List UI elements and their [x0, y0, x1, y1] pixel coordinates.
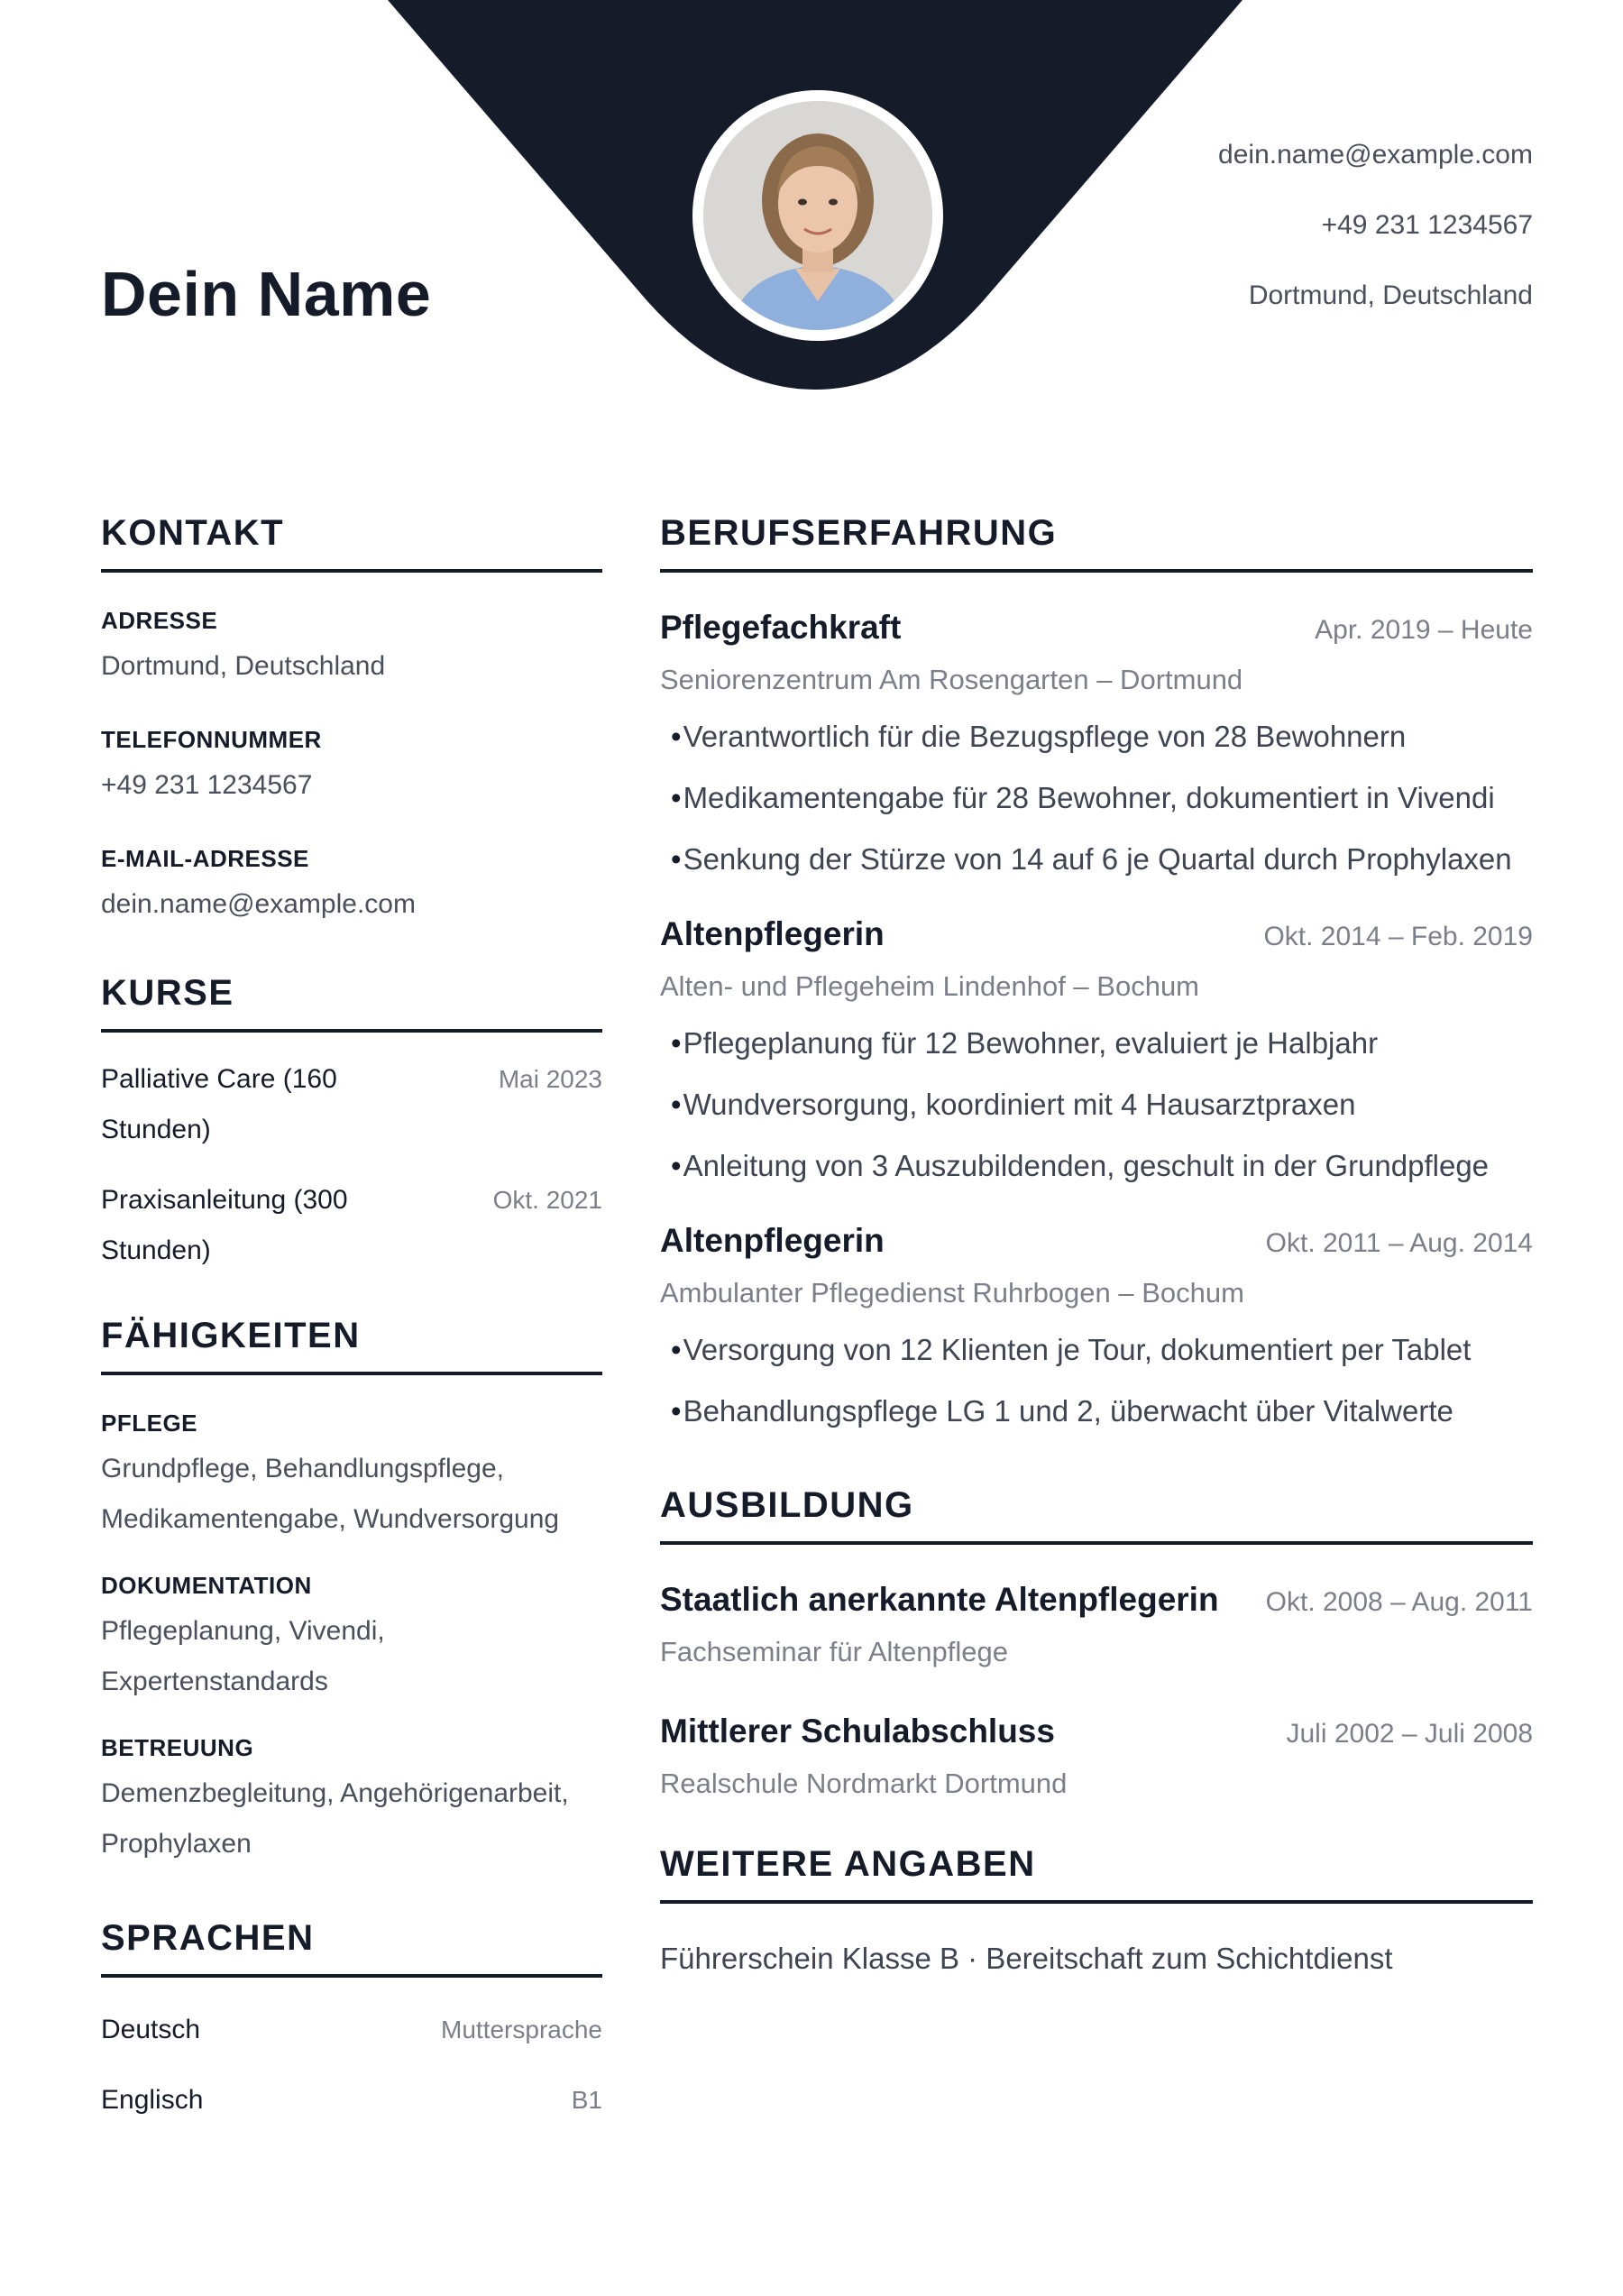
section-faehigkeiten: [101, 1312, 602, 1869]
section-title-berufserfahrung: BERUFSERFAHRUNG: [660, 510, 1533, 573]
job-header: [660, 607, 1533, 648]
language-name: Deutsch: [101, 2015, 201, 2044]
section-weitere-angaben: [660, 1841, 1533, 1979]
education-institution: Realschule Nordmarkt Dortmund: [660, 1768, 1068, 1799]
job-header: [660, 1220, 1533, 1262]
education-date: Juli 2002 – Juli 2008: [1286, 1719, 1533, 1749]
job-organization: Seniorenzentrum Am Rosengarten – Dortmund: [660, 664, 1243, 695]
section-kurse: [101, 969, 602, 1276]
left-column: [101, 510, 602, 2118]
job-date: Okt. 2011 – Aug. 2014: [1265, 1228, 1533, 1258]
education-date: Okt. 2008 – Aug. 2011: [1265, 1587, 1533, 1617]
person-name: Dein Name: [101, 259, 432, 329]
education-institution: Fachseminar für Altenpflege: [660, 1636, 1008, 1667]
job-bullets: [660, 1013, 1533, 1197]
profile-photo-frame: [692, 90, 943, 341]
course-name: Palliative Care (160 Stunden): [101, 1064, 337, 1144]
job-header: [660, 914, 1533, 955]
education-header: [660, 1579, 1533, 1621]
language-level: Muttersprache: [441, 2016, 602, 2043]
course-item: [101, 1175, 602, 1276]
job-title: Pflegefachkraft: [660, 609, 902, 646]
list-item: •Medikamentengabe für 28 Bewohner, dokumentiert in Vivendi: [671, 781, 1495, 814]
language-level: B1: [571, 2086, 602, 2114]
job-title: Altenpflegerin: [660, 915, 885, 952]
job-bullets: [660, 1319, 1533, 1442]
section-berufserfahrung: [660, 510, 1533, 1442]
phone-value[interactable]: +49 231 1234567: [101, 770, 313, 800]
job-date: Apr. 2019 – Heute: [1315, 615, 1533, 645]
list-item: •Anleitung von 3 Auszubildenden, geschult in der Grundpflege: [671, 1149, 1490, 1182]
email-label: E-MAIL-ADRESSE: [101, 845, 309, 872]
section-title-kontakt: KONTAKT: [101, 510, 602, 573]
section-sprachen: [101, 1915, 602, 2118]
education-title: Mittlerer Schulabschluss: [660, 1713, 1055, 1750]
section-ausbildung: [660, 1482, 1533, 1803]
address-label: ADRESSE: [101, 607, 218, 634]
course-name: Praxisanleitung (300 Stunden): [101, 1185, 348, 1265]
header-phone[interactable]: +49 231 1234567: [1321, 210, 1533, 240]
language-item: [101, 2082, 602, 2118]
list-item: •Wundversorgung, koordiniert mit 4 Hausarztpraxen: [671, 1088, 1356, 1121]
list-item: •Pflegeplanung für 12 Bewohner, evaluiert je Halbjahr: [671, 1026, 1379, 1060]
language-name: Englisch: [101, 2085, 204, 2115]
right-column: [660, 510, 1533, 1979]
section-title-sprachen: SPRACHEN: [101, 1915, 602, 1978]
section-title-weitere-angaben: WEITERE ANGABEN: [660, 1841, 1533, 1904]
education-header: [660, 1711, 1533, 1752]
phone-label: TELEFONNUMMER: [101, 726, 322, 753]
list-item: •Senkung der Stürze von 14 auf 6 je Quartal durch Prophylaxen: [671, 842, 1512, 876]
job-bullets: [660, 706, 1533, 890]
skill-group-label: PFLEGE: [101, 1410, 198, 1437]
additional-info: Führerschein Klasse B · Bereitschaft zum Schichtdienst: [660, 1942, 1393, 1975]
list-item: •Versorgung von 12 Klienten je Tour, dokumentiert per Tablet: [671, 1333, 1472, 1366]
job-entry: [660, 914, 1533, 1197]
header-location: Dortmund, Deutschland: [1248, 280, 1533, 310]
job-entry: [660, 607, 1533, 890]
section-title-faehigkeiten: FÄHIGKEITEN: [101, 1312, 602, 1375]
education-entry: [660, 1711, 1533, 1803]
education-entry: [660, 1579, 1533, 1671]
header-email[interactable]: dein.name@example.com: [1218, 140, 1533, 170]
skill-group-value: Demenzbegleitung, Angehörigenarbeit, Prophylaxen: [101, 1778, 569, 1859]
header-contact: [1218, 135, 1533, 346]
section-title-kurse: KURSE: [101, 969, 602, 1033]
skill-group-label: DOKUMENTATION: [101, 1572, 312, 1599]
profile-photo: [703, 101, 932, 330]
section-kontakt: [101, 510, 602, 930]
address-value: Dortmund, Deutschland: [101, 651, 386, 681]
course-date: Mai 2023: [498, 1065, 602, 1093]
skill-group-label: BETREUUNG: [101, 1734, 254, 1761]
job-organization: Ambulanter Pflegedienst Ruhrbogen – Bochum: [660, 1277, 1244, 1309]
language-item: [101, 2012, 602, 2048]
course-date: Okt. 2021: [492, 1186, 602, 1214]
job-date: Okt. 2014 – Feb. 2019: [1263, 922, 1533, 951]
job-organization: Alten- und Pflegeheim Lindenhof – Bochum: [660, 970, 1200, 1002]
list-item: •Behandlungspflege LG 1 und 2, überwacht über Vitalwerte: [671, 1394, 1453, 1428]
email-value[interactable]: dein.name@example.com: [101, 889, 416, 919]
skill-group-value: Grundpflege, Behandlungspflege, Medikamentengabe, Wundversorgung: [101, 1454, 560, 1534]
skill-group-value: Pflegeplanung, Vivendi, Expertenstandards: [101, 1616, 385, 1696]
list-item: •Verantwortlich für die Bezugspflege von 28 Bewohnern: [671, 720, 1407, 753]
education-title: Staatlich anerkannte Altenpflegerin: [660, 1581, 1219, 1618]
job-entry: [660, 1220, 1533, 1442]
section-title-ausbildung: AUSBILDUNG: [660, 1482, 1533, 1545]
job-title: Altenpflegerin: [660, 1222, 885, 1259]
course-item: [101, 1054, 602, 1155]
